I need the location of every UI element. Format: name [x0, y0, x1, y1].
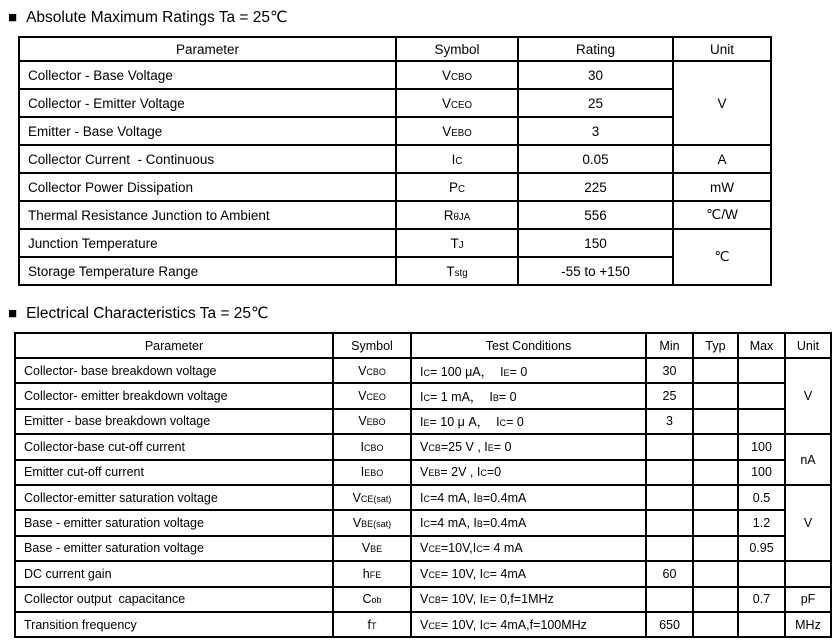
- subscript-text: CE: [428, 620, 441, 631]
- subscript-text: E: [423, 418, 430, 429]
- conditions-cell: VEB= 2V , IC=0: [411, 460, 646, 485]
- parameter-cell: Base - emitter saturation voltage: [15, 536, 333, 561]
- max-cell: [738, 561, 785, 586]
- conditions-cell: IC= 1 mA， IB= 0: [411, 383, 646, 408]
- column-header: Rating: [518, 37, 673, 61]
- subscript-text: θJA: [453, 211, 471, 223]
- parameter-cell: Collector-emitter saturation voltage: [15, 485, 333, 510]
- conditions-cell: IC=4 mA, IB=0.4mA: [411, 485, 646, 510]
- typ-cell: [693, 358, 738, 383]
- conditions-cell: VCB=25 V , IE= 0: [411, 434, 646, 459]
- subscript-text: C: [476, 544, 483, 555]
- subscript-text: ob: [371, 595, 382, 606]
- parameter-cell: Emitter - Base Voltage: [19, 117, 396, 145]
- parameter-cell: Transition frequency: [15, 612, 333, 637]
- column-header: Test Conditions: [411, 333, 646, 358]
- max-cell: 100: [738, 460, 785, 485]
- table-row: [15, 536, 831, 561]
- subscript-text: C: [423, 519, 430, 530]
- parameter-cell: DC current gain: [15, 561, 333, 586]
- symbol-cell: ICBO: [333, 434, 411, 459]
- abs-max-section-title: [8, 7, 836, 28]
- table-row: [19, 89, 771, 117]
- symbol-cell: VCE(sat): [333, 485, 411, 510]
- table-row: [15, 612, 831, 637]
- symbol-cell: VEBO: [396, 117, 518, 145]
- subscript-text: CE(sat): [360, 493, 392, 504]
- subscript-text: B: [476, 493, 483, 504]
- subscript-text: EB: [428, 468, 441, 479]
- typ-cell: [693, 434, 738, 459]
- elec-char-table-body: [15, 358, 831, 637]
- max-cell: 0.95: [738, 536, 785, 561]
- typ-cell: [693, 510, 738, 535]
- section-bullet-icon: ■: [8, 9, 18, 26]
- elec-char-title-text: Electrical Characteristics Ta = 25℃: [26, 305, 269, 322]
- table-row: [19, 61, 771, 89]
- symbol-cell: Tstg: [396, 257, 518, 285]
- abs-max-title-text: Absolute Maximum Ratings Ta = 25℃: [26, 9, 288, 26]
- column-header: Typ: [693, 333, 738, 358]
- min-cell: [646, 434, 693, 459]
- parameter-cell: Storage Temperature Range: [19, 257, 396, 285]
- subscript-text: C: [423, 367, 430, 378]
- typ-cell: [693, 409, 738, 434]
- rating-cell: 3: [518, 117, 673, 145]
- subscript-text: CE: [428, 569, 441, 580]
- column-header: Max: [738, 333, 785, 358]
- symbol-cell: hFE: [333, 561, 411, 586]
- typ-cell: [693, 587, 738, 612]
- table-row: [19, 117, 771, 145]
- column-header: Unit: [673, 37, 771, 61]
- unit-cell: mW: [673, 173, 771, 201]
- parameter-cell: Collector Power Dissipation: [19, 173, 396, 201]
- column-header: Symbol: [333, 333, 411, 358]
- table-row: [19, 145, 771, 173]
- symbol-cell: Cob: [333, 587, 411, 612]
- subscript-text: CB: [428, 595, 441, 606]
- symbol-cell: RθJA: [396, 201, 518, 229]
- abs-max-header-row: [19, 37, 771, 61]
- unit-cell: pF: [785, 587, 831, 612]
- elec-char-table: [14, 332, 832, 638]
- min-cell: 60: [646, 561, 693, 586]
- symbol-cell: IEBO: [333, 460, 411, 485]
- abs-max-table: [18, 36, 772, 286]
- table-row: [15, 460, 831, 485]
- min-cell: [646, 587, 693, 612]
- rating-cell: 150: [518, 229, 673, 257]
- elec-char-section-title: [8, 303, 836, 324]
- subscript-text: E: [483, 595, 490, 606]
- conditions-cell: VCE= 10V, IC= 4mA,f=100MHz: [411, 612, 646, 637]
- symbol-cell: fT: [333, 612, 411, 637]
- symbol-cell: TJ: [396, 229, 518, 257]
- subscript-text: C: [423, 493, 430, 504]
- symbol-cell: VBE(sat): [333, 510, 411, 535]
- max-cell: 0.5: [738, 485, 785, 510]
- typ-cell: [693, 460, 738, 485]
- symbol-cell: VCEO: [333, 383, 411, 408]
- symbol-cell: VCBO: [396, 61, 518, 89]
- unit-cell: ℃: [673, 229, 771, 285]
- subscript-text: C: [499, 418, 507, 429]
- subscript-text: E: [487, 442, 494, 453]
- parameter-cell: Emitter cut-off current: [15, 460, 333, 485]
- table-row: [19, 257, 771, 285]
- column-header: Parameter: [19, 37, 396, 61]
- parameter-cell: Emitter - base breakdown voltage: [15, 409, 333, 434]
- conditions-cell: VCB= 10V, IE= 0,f=1MHz: [411, 587, 646, 612]
- parameter-cell: Collector - Base Voltage: [19, 61, 396, 89]
- column-header: Parameter: [15, 333, 333, 358]
- table-row: [19, 229, 771, 257]
- unit-cell: [785, 561, 831, 586]
- parameter-cell: Collector-base cut-off current: [15, 434, 333, 459]
- min-cell: [646, 485, 693, 510]
- table-row: [15, 434, 831, 459]
- rating-cell: 556: [518, 201, 673, 229]
- subscript-text: E: [503, 367, 510, 378]
- unit-cell: nA: [785, 434, 831, 485]
- section-bullet-icon: ■: [8, 305, 18, 322]
- min-cell: 30: [646, 358, 693, 383]
- subscript-text: stg: [454, 267, 468, 279]
- max-cell: 1.2: [738, 510, 785, 535]
- unit-cell: V: [785, 485, 831, 561]
- parameter-cell: Base - emitter saturation voltage: [15, 510, 333, 535]
- conditions-cell: IE= 10 μ A， IC= 0: [411, 409, 646, 434]
- subscript-text: B: [492, 393, 499, 404]
- table-row: [19, 201, 771, 229]
- subscript-text: BE(sat): [361, 519, 392, 530]
- typ-cell: [693, 485, 738, 510]
- rating-cell: 25: [518, 89, 673, 117]
- max-cell: [738, 409, 785, 434]
- min-cell: [646, 460, 693, 485]
- symbol-cell: PC: [396, 173, 518, 201]
- subscript-text: BE: [370, 544, 383, 555]
- symbol-cell: VEBO: [333, 409, 411, 434]
- subscript-text: CB: [428, 442, 441, 453]
- table-row: [15, 409, 831, 434]
- subscript-text: CEO: [366, 392, 386, 403]
- typ-cell: [693, 561, 738, 586]
- conditions-cell: IC=4 mA, IB=0.4mA: [411, 510, 646, 535]
- parameter-cell: Thermal Resistance Junction to Ambient: [19, 201, 396, 229]
- unit-cell: A: [673, 145, 771, 173]
- table-row: [15, 561, 831, 586]
- unit-cell: V: [785, 358, 831, 434]
- parameter-cell: Collector Current - Continuous: [19, 145, 396, 173]
- min-cell: 3: [646, 409, 693, 434]
- subscript-text: EBO: [364, 468, 384, 479]
- max-cell: [738, 358, 785, 383]
- max-cell: [738, 612, 785, 637]
- column-header: Symbol: [396, 37, 518, 61]
- subscript-text: CEO: [450, 99, 473, 111]
- typ-cell: [693, 612, 738, 637]
- subscript-text: J: [458, 239, 464, 251]
- subscript-text: C: [483, 620, 490, 631]
- column-header: Min: [646, 333, 693, 358]
- max-cell: 100: [738, 434, 785, 459]
- rating-cell: 225: [518, 173, 673, 201]
- parameter-cell: Collector- emitter breakdown voltage: [15, 383, 333, 408]
- max-cell: [738, 383, 785, 408]
- parameter-cell: Collector- base breakdown voltage: [15, 358, 333, 383]
- conditions-cell: VCE=10V,IC= 4 mA: [411, 536, 646, 561]
- rating-cell: 0.05: [518, 145, 673, 173]
- table-row: [15, 358, 831, 383]
- subscript-text: C: [455, 155, 463, 167]
- symbol-cell: VCBO: [333, 358, 411, 383]
- subscript-text: EBO: [451, 127, 472, 139]
- abs-max-table-body: [19, 61, 771, 285]
- parameter-cell: Collector output capacitance: [15, 587, 333, 612]
- symbol-cell: VCEO: [396, 89, 518, 117]
- subscript-text: T: [370, 620, 377, 631]
- subscript-text: C: [457, 183, 466, 195]
- conditions-cell: VCE= 10V, IC= 4mA: [411, 561, 646, 586]
- max-cell: 0.7: [738, 587, 785, 612]
- parameter-cell: Collector - Emitter Voltage: [19, 89, 396, 117]
- typ-cell: [693, 383, 738, 408]
- subscript-text: FE: [369, 569, 382, 580]
- min-cell: [646, 536, 693, 561]
- table-row: [15, 587, 831, 612]
- elec-char-header-row: [15, 333, 831, 358]
- subscript-text: CBO: [450, 71, 473, 83]
- parameter-cell: Junction Temperature: [19, 229, 396, 257]
- conditions-cell: IC= 100 μA， IE= 0: [411, 358, 646, 383]
- subscript-text: C: [483, 569, 490, 580]
- subscript-text: CBO: [366, 366, 386, 377]
- table-row: [19, 173, 771, 201]
- table-row: [15, 510, 831, 535]
- unit-cell: ℃/W: [673, 201, 771, 229]
- subscript-text: C: [423, 393, 430, 404]
- subscript-text: CE: [428, 544, 441, 555]
- column-header: Unit: [785, 333, 831, 358]
- typ-cell: [693, 536, 738, 561]
- subscript-text: CBO: [363, 442, 384, 453]
- symbol-cell: VBE: [333, 536, 411, 561]
- min-cell: 650: [646, 612, 693, 637]
- unit-cell: V: [673, 61, 771, 145]
- subscript-text: EBO: [366, 417, 386, 428]
- unit-cell: MHz: [785, 612, 831, 637]
- min-cell: [646, 510, 693, 535]
- table-row: [15, 485, 831, 510]
- table-row: [15, 383, 831, 408]
- subscript-text: C: [480, 468, 487, 479]
- symbol-cell: IC: [396, 145, 518, 173]
- subscript-text: B: [476, 519, 483, 530]
- rating-cell: -55 to +150: [518, 257, 673, 285]
- rating-cell: 30: [518, 61, 673, 89]
- min-cell: 25: [646, 383, 693, 408]
